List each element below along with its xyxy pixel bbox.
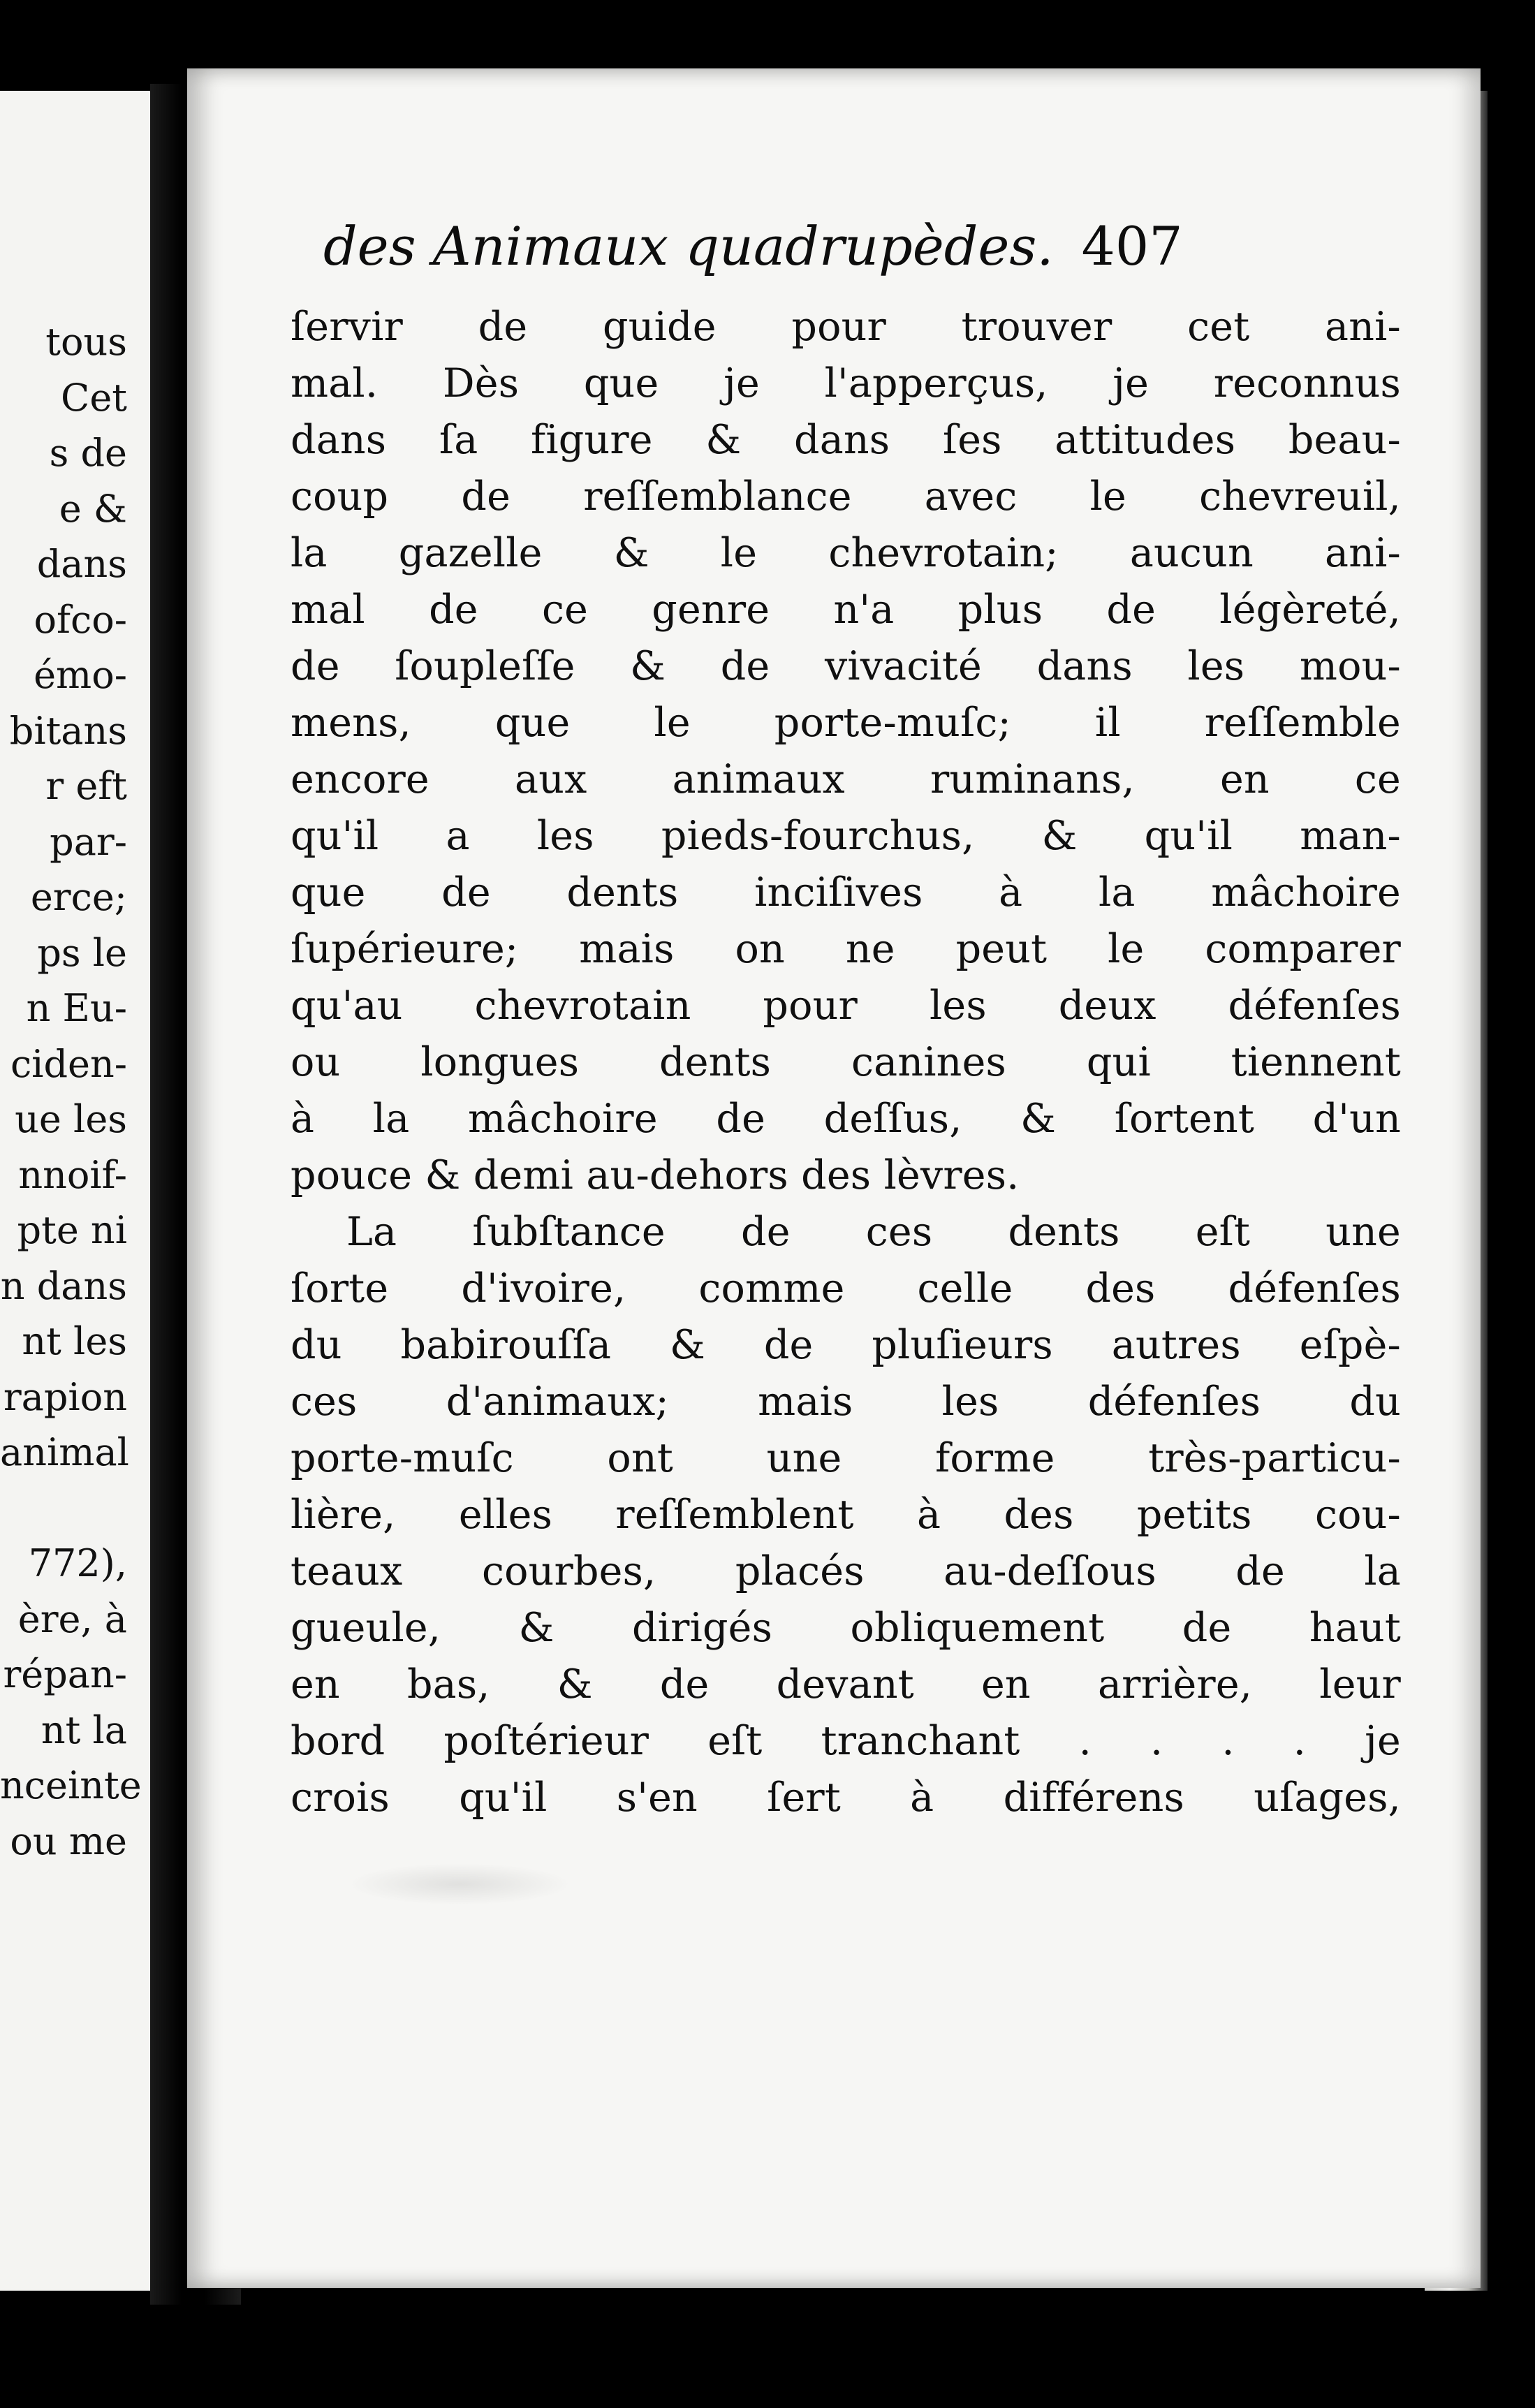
text-line: la gazelle & le chevrotain; aucun ani- [291,530,1401,576]
left-line: ère, à [17,1596,127,1641]
left-line: émo- [34,653,127,697]
text-line: coup de reſſemblance avec le chevreuil, [291,473,1401,520]
text-line: du babirouſſa & de pluſieurs autres eſpè- [291,1322,1401,1368]
left-line: e & [59,486,127,531]
left-line: nt la [41,1708,127,1752]
text-line: bord poſtérieur eſt tranchant . . . . je [291,1718,1401,1764]
left-line: rapion [3,1374,127,1419]
left-line: tous [45,320,127,364]
text-line: à la mâchoire de deſſus, & ſortent d'un [291,1096,1401,1142]
left-line: 772), [28,1541,127,1585]
text-line: que de dents inciſives à la mâchoire [291,869,1401,916]
text-line: ſupérieure; mais on ne peut le comparer [291,926,1401,972]
left-page-text [0,314,173,1869]
left-line: ps le [37,930,127,975]
right-page [187,68,1481,2288]
left-line: Cet [61,375,127,420]
text-line: mal. Dès que je l'apperçus, je reconnus [291,360,1401,406]
text-line: ces d'animaux; mais les défenſes du [291,1379,1401,1425]
text-line: mens, que le porte-muſc; il reſſemble [291,700,1401,746]
left-line: bitans [9,708,127,753]
text-line: qu'il a les pieds-fourchus, & qu'il man- [291,813,1401,859]
text-line: ſorte d'ivoire, comme celle des défenſes [291,1265,1401,1312]
text-line: en bas, & de devant en arrière, leur [291,1661,1401,1708]
text-line: encore aux animaux ruminans, en ce [291,756,1401,802]
text-line: pouce & demi au-dehors des lèvres. [291,1152,1020,1198]
page-body-text [291,299,1401,1826]
left-line: erce; [30,875,127,919]
left-line: nt les [22,1319,127,1363]
left-line: ou me [10,1819,127,1863]
left-line: dans [36,542,127,586]
text-line: dans ſa figure & dans ſes attitudes beau- [291,417,1401,463]
text-line: qu'au chevrotain pour les deux défenſes [291,983,1401,1029]
left-line: répan- [3,1652,127,1696]
left-line: n Eu- [26,986,127,1030]
left-line: ciden- [10,1041,127,1086]
text-line: lière, elles reſſemblent à des petits cou- [291,1492,1401,1538]
text-line: ou longues dents canines qui tiennent [291,1039,1401,1085]
text-line: La ſubſtance de ces dents eſt une [346,1209,1401,1255]
text-line: teaux courbes, placés au-deſſous de la [291,1548,1401,1594]
text-line: gueule, & dirigés obliquement de haut [291,1605,1401,1651]
left-line: animal [0,1430,129,1474]
left-line: nnoif- [18,1152,127,1197]
text-line: mal de ce genre n'a plus de légèreté, [291,587,1401,633]
text-line: ſervir de guide pour trouver cet ani- [291,304,1401,350]
page-number: 407 [1081,215,1183,277]
text-line: crois qu'il s'en ſert à différens uſages, [291,1775,1401,1821]
text-line: porte-muſc ont une forme très-particu- [291,1435,1401,1481]
text-line: de ſoupleſſe & de vivacité dans les mou- [291,643,1401,689]
left-line: r eft [45,764,127,808]
left-line: s de [49,431,127,475]
left-line: pte ni [17,1208,127,1252]
left-facing-page [0,91,175,2291]
left-line: n dans [0,1263,127,1308]
left-line [0,1481,173,1536]
left-line: ue les [15,1097,127,1141]
left-line: nceinte [0,1763,142,1807]
show-through-smudge [348,1863,571,1905]
running-head: des Animaux quadrupèdes. [323,215,1054,277]
left-line: ofco- [34,597,127,642]
left-line: par- [50,819,127,864]
